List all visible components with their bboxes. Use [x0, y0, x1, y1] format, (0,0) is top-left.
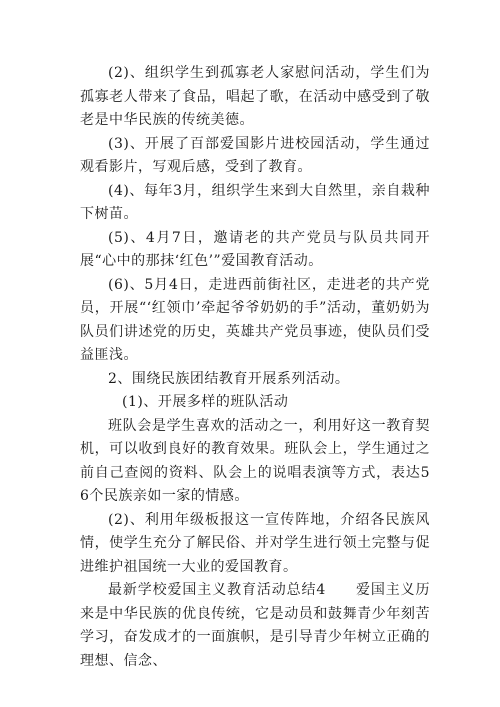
- section-heading-ethnic-unity: 2、围绕民族团结教育开展系列活动。: [108, 370, 350, 387]
- paragraph-activity-4: (4)、每年3月，组织学生来到大自然里，亲自栽种下树苗。: [80, 182, 430, 222]
- paragraph-activity-2: (2)、组织学生到孤寡老人家慰问活动，学生们为孤寡老人带来了食品，唱起了歌，在活动中感受到了敬老是中华民族的传统美德。: [80, 65, 430, 128]
- paragraph-activity-6: (6)、5月4日，走进西前街社区，走进老的共产党员，开展“‘红领巾’牵起爷爷奶奶的手”活动，董奶奶为队员们讲述党的历史，英雄共产党员事迹，使队员们受益匪浅。: [80, 276, 430, 363]
- paragraph-activity-3: (3)、开展了百部爱国影片进校园活动，学生通过观看影片，写观后感，受到了教育。: [80, 135, 430, 175]
- paragraph-activity-5: (5)、4月7日，邀请老的共产党员与队员共同开展“心中的那抹‘红色’”爱国教育活动。: [80, 229, 430, 269]
- paragraph-blackboard: (2)、利用年级板报这一宣传阵地，介绍各民族风情，使学生充分了解民俗、并对学生进行领土完整与促进维护祖国统一大业的爱国教育。: [80, 511, 430, 575]
- document-body: [80, 62, 430, 673]
- paragraph-class-meeting: 班队会是学生喜欢的活动之一，利用好这一教育契机，可以收到良好的教育效果。班队会上，学生通过之前自己查阅的资料、队会上的说唱表演等方式，表达56个民族亲如一家的情感。: [80, 417, 430, 504]
- subheading-class-activities: (1)、开展多样的班队活动: [122, 394, 289, 410]
- paragraph-summary-4: 最新学校爱国主义教育活动总结4 爱国主义历来是中华民族的优良传统，它是动员和鼓舞青少年刻苦学习，奋发成才的一面旗帜，是引导青少年树立正确的理想、信念、: [80, 582, 430, 669]
